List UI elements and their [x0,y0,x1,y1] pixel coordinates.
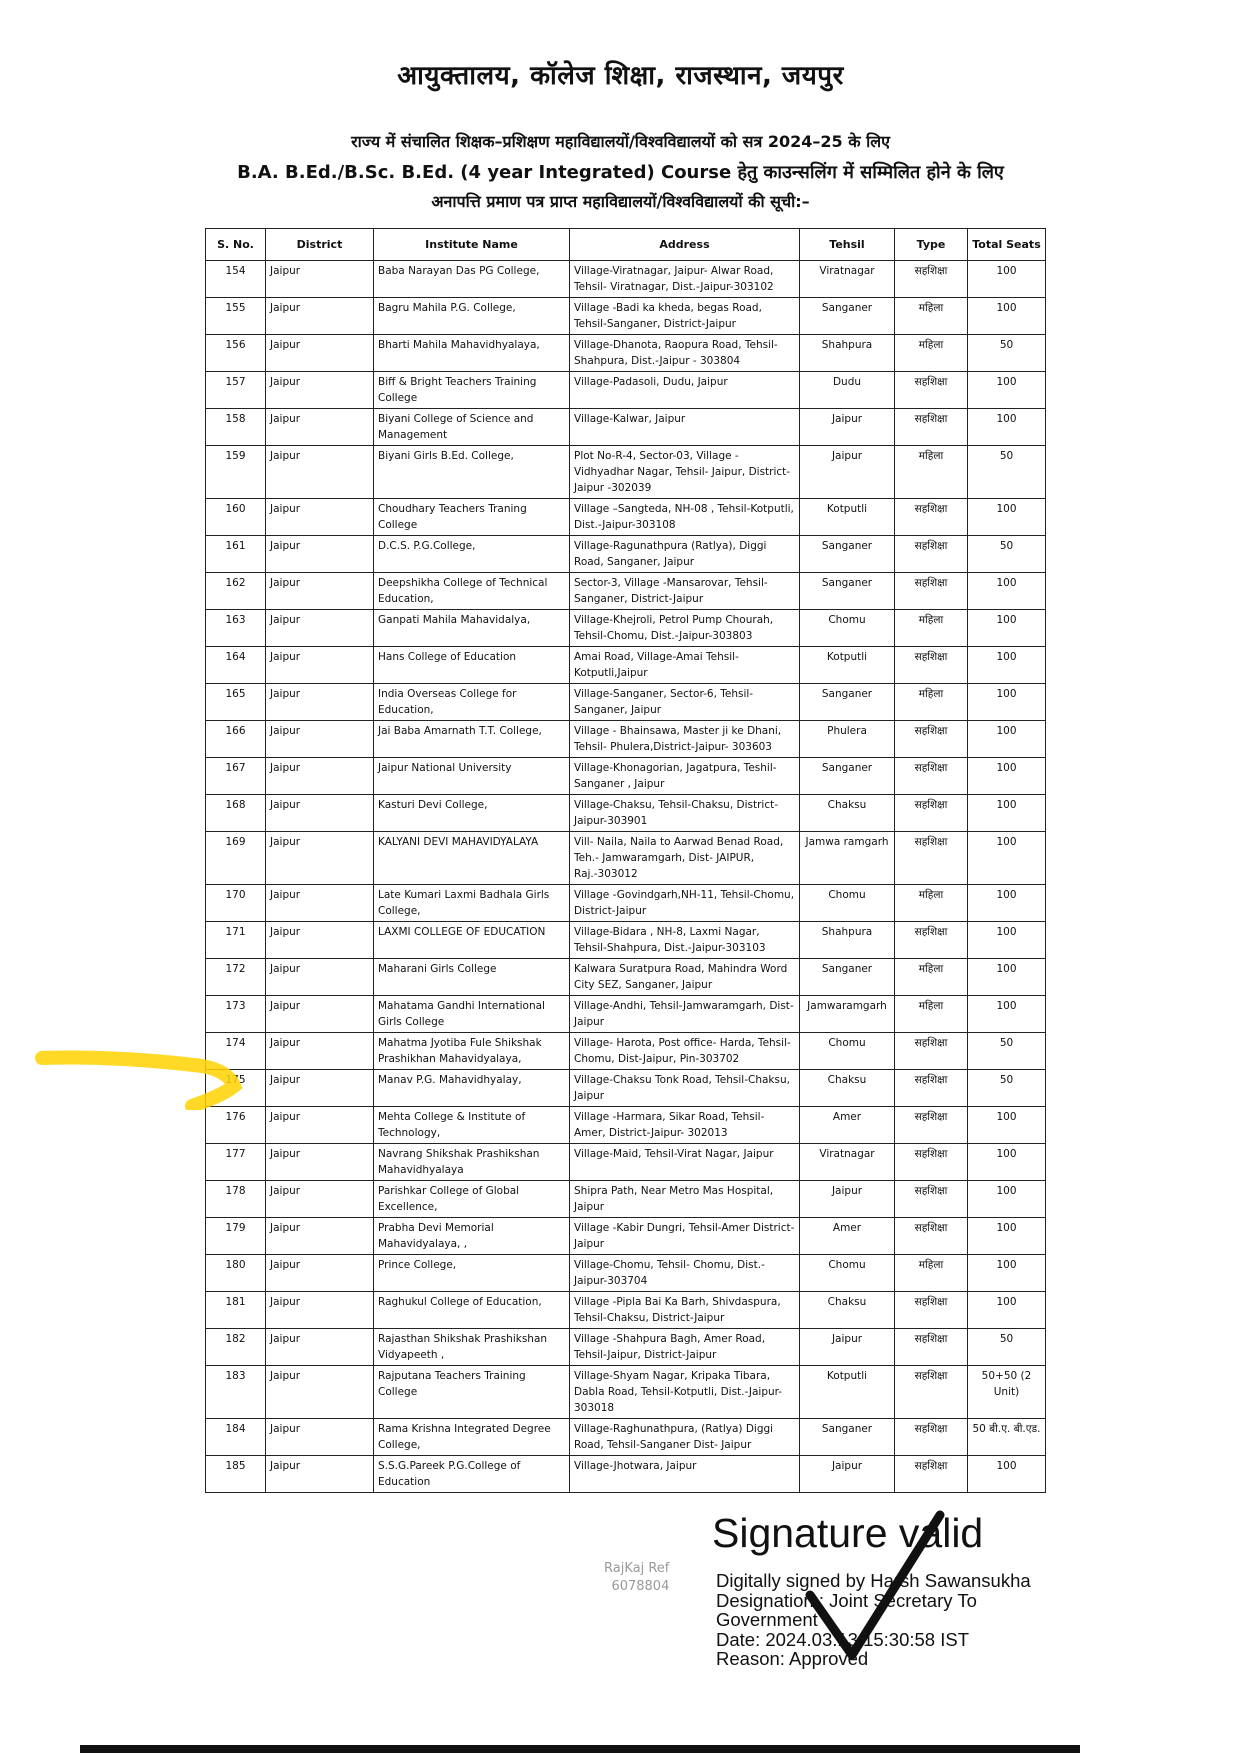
cell-address: Village-Shyam Nagar, Kripaka Tibara, Dabla Road, Tehsil-Kotputli, Dist.-Jaipur-303018 [570,1366,800,1419]
table-row [206,885,1046,922]
cell-address: Plot No-R-4, Sector-03, Village - Vidhyadhar Nagar, Tehsil- Jaipur, District- Jaipur -302039 [570,446,800,499]
cell-district: Jaipur [266,536,374,573]
cell-district: Jaipur [266,499,374,536]
table-header-row [206,229,1046,261]
cell-institute-name: Navrang Shikshak Prashikshan Mahavidhyalaya [374,1144,570,1181]
cell-tehsil: Amer [800,1107,895,1144]
cell-address: Village -Pipla Bai Ka Barh, Shivdaspura, Tehsil-Chaksu, District-Jaipur [570,1292,800,1329]
rajkaj-label: RajKaj Ref [604,1561,670,1576]
cell-address: Village-Khejroli, Petrol Pump Chourah, Tehsil-Chomu, Dist.-Jaipur-303803 [570,610,800,647]
cell-institute-name: Bharti Mahila Mahavidhyalaya, [374,335,570,372]
cell-total-seats: 100 [968,996,1046,1033]
cell-address: Village-Chaksu, Tehsil-Chaksu, District-Jaipur-303901 [570,795,800,832]
cell-sno: 183 [206,1366,266,1419]
cell-address: Village - Bhainsawa, Master ji ke Dhani, Tehsil- Phulera,District-Jaipur- 303603 [570,721,800,758]
cell-sno: 185 [206,1456,266,1493]
table-row [206,959,1046,996]
cell-address: Village-Andhi, Tehsil-Jamwaramgarh, Dist- Jaipur [570,996,800,1033]
cell-tehsil: Sanganer [800,684,895,721]
cell-institute-name: Rajasthan Shikshak Prashikshan Vidyapeeth , [374,1329,570,1366]
cell-type: सहशिक्षा [895,372,968,409]
cell-tehsil: Sanganer [800,1419,895,1456]
cell-total-seats: 100 [968,684,1046,721]
cell-tehsil: Kotputli [800,499,895,536]
cell-institute-name: Mahatama Gandhi International Girls College [374,996,570,1033]
cell-institute-name: LAXMI COLLEGE OF EDUCATION [374,922,570,959]
signature-title: Signature valid [712,1510,984,1556]
cell-total-seats: 100 [968,1144,1046,1181]
cell-address: Village-Khonagorian, Jagatpura, Teshil- Sanganer , Jaipur [570,758,800,795]
cell-district: Jaipur [266,1366,374,1419]
cell-district: Jaipur [266,1419,374,1456]
cell-tehsil: Chomu [800,1033,895,1070]
cell-tehsil: Phulera [800,721,895,758]
cell-institute-name: Biff & Bright Teachers Training College [374,372,570,409]
table-row [206,610,1046,647]
page-title: आयुक्तालय, कॉलेज शिक्षा, राजस्थान, जयपुर [397,61,844,91]
table-row [206,1218,1046,1255]
cell-tehsil: Jaipur [800,1329,895,1366]
table-row [206,298,1046,335]
cell-institute-name: Bagru Mahila P.G. College, [374,298,570,335]
header-district: District [266,229,374,261]
cell-address: Village-Ragunathpura (Ratlya), Diggi Road, Sanganer, Jaipur [570,536,800,573]
cell-institute-name: Prince College, [374,1255,570,1292]
cell-institute-name: Late Kumari Laxmi Badhala Girls College, [374,885,570,922]
cell-type: सहशिक्षा [895,832,968,885]
cell-institute-name: S.S.G.Pareek P.G.College of Education [374,1456,570,1493]
cell-tehsil: Sanganer [800,758,895,795]
table-row [206,1255,1046,1292]
cell-total-seats: 50+50 (2 Unit) [968,1366,1046,1419]
cell-institute-name: Ganpati Mahila Mahavidalya, [374,610,570,647]
cell-sno: 170 [206,885,266,922]
cell-institute-name: Raghukul College of Education, [374,1292,570,1329]
cell-institute-name: Prabha Devi Memorial Mahavidyalaya, , [374,1218,570,1255]
cell-type: महिला [895,996,968,1033]
cell-sno: 174 [206,1033,266,1070]
table-row [206,409,1046,446]
cell-institute-name: Biyani Girls B.Ed. College, [374,446,570,499]
cell-sno: 163 [206,610,266,647]
cell-type: सहशिक्षा [895,261,968,298]
cell-total-seats: 50 [968,335,1046,372]
cell-sno: 175 [206,1070,266,1107]
cell-type: सहशिक्षा [895,922,968,959]
cell-address: Village-Kalwar, Jaipur [570,409,800,446]
cell-tehsil: Chomu [800,1255,895,1292]
cell-sno: 180 [206,1255,266,1292]
cell-district: Jaipur [266,409,374,446]
cell-tehsil: Jaipur [800,446,895,499]
cell-sno: 177 [206,1144,266,1181]
table-row [206,1419,1046,1456]
cell-total-seats: 100 [968,832,1046,885]
cell-district: Jaipur [266,959,374,996]
cell-tehsil: Chomu [800,885,895,922]
table-row [206,1070,1046,1107]
cell-institute-name: Rama Krishna Integrated Degree College, [374,1419,570,1456]
cell-district: Jaipur [266,1144,374,1181]
cell-tehsil: Shahpura [800,922,895,959]
cell-type: महिला [895,298,968,335]
cell-sno: 181 [206,1292,266,1329]
table-row [206,1456,1046,1493]
cell-district: Jaipur [266,996,374,1033]
table-row [206,1292,1046,1329]
cell-district: Jaipur [266,1070,374,1107]
cell-tehsil: Chaksu [800,1292,895,1329]
cell-type: महिला [895,684,968,721]
cell-total-seats: 100 [968,499,1046,536]
cell-sno: 162 [206,573,266,610]
header-total-seats: Total Seats [968,229,1046,261]
cell-type: सहशिक्षा [895,758,968,795]
cell-tehsil: Jaipur [800,1456,895,1493]
header-address: Address [570,229,800,261]
cell-sno: 176 [206,1107,266,1144]
table-row [206,335,1046,372]
cell-district: Jaipur [266,1107,374,1144]
cell-address: Village –Sangteda, NH-08 , Tehsil-Kotputli, Dist.-Jaipur-303108 [570,499,800,536]
cell-type: महिला [895,959,968,996]
cell-district: Jaipur [266,832,374,885]
cell-institute-name: D.C.S. P.G.College, [374,536,570,573]
cell-institute-name: India Overseas College for Education, [374,684,570,721]
cell-institute-name: Jai Baba Amarnath T.T. College, [374,721,570,758]
header-sno: S. No. [206,229,266,261]
cell-address: Village-Bidara , NH-8, Laxmi Nagar, Tehsil-Shahpura, Dist.-Jaipur-303103 [570,922,800,959]
cell-district: Jaipur [266,1255,374,1292]
cell-institute-name: Kasturi Devi College, [374,795,570,832]
table-row [206,996,1046,1033]
cell-tehsil: Sanganer [800,959,895,996]
cell-district: Jaipur [266,1456,374,1493]
table-row [206,446,1046,499]
cell-address: Village-Padasoli, Dudu, Jaipur [570,372,800,409]
signature-details [716,1571,1031,1669]
table-row [206,1033,1046,1070]
cell-type: सहशिक्षा [895,1144,968,1181]
cell-district: Jaipur [266,795,374,832]
cell-district: Jaipur [266,1181,374,1218]
table-row [206,795,1046,832]
table-row [206,261,1046,298]
cell-tehsil: Sanganer [800,573,895,610]
cell-total-seats: 100 [968,298,1046,335]
cell-address: Village-Viratnagar, Jaipur- Alwar Road, Tehsil- Viratnagar, Dist.-Jaipur-303102 [570,261,800,298]
cell-institute-name: Maharani Girls College [374,959,570,996]
cell-district: Jaipur [266,1329,374,1366]
cell-sno: 184 [206,1419,266,1456]
cell-district: Jaipur [266,1218,374,1255]
cell-tehsil: Viratnagar [800,261,895,298]
cell-tehsil: Chomu [800,610,895,647]
rajkaj-number: 6078804 [611,1579,670,1594]
cell-total-seats: 100 [968,261,1046,298]
cell-total-seats: 100 [968,372,1046,409]
cell-address: Village -Harmara, Sikar Road, Tehsil-Amer, District-Jaipur- 302013 [570,1107,800,1144]
cell-district: Jaipur [266,372,374,409]
signature-reason: Reason: Approved [716,1648,869,1669]
cell-tehsil: Dudu [800,372,895,409]
cell-institute-name: Baba Narayan Das PG College, [374,261,570,298]
cell-sno: 164 [206,647,266,684]
institute-table [205,228,1046,1493]
table-row [206,758,1046,795]
cell-total-seats: 50 [968,1329,1046,1366]
cell-total-seats: 100 [968,1456,1046,1493]
signature-designation-cont: Government [716,1609,818,1630]
table-row [206,922,1046,959]
table-row [206,832,1046,885]
table-row [206,536,1046,573]
cell-address: Shipra Path, Near Metro Mas Hospital, Jaipur [570,1181,800,1218]
cell-sno: 173 [206,996,266,1033]
table-row [206,1107,1046,1144]
cell-sno: 167 [206,758,266,795]
cell-tehsil: Chaksu [800,1070,895,1107]
cell-tehsil: Sanganer [800,298,895,335]
cell-district: Jaipur [266,298,374,335]
rajkaj-reference [604,1560,669,1596]
header-institute-name: Institute Name [374,229,570,261]
cell-address: Village -Govindgarh,NH-11, Tehsil-Chomu, District-Jaipur [570,885,800,922]
table-row [206,647,1046,684]
cell-total-seats: 100 [968,1107,1046,1144]
cell-district: Jaipur [266,647,374,684]
cell-tehsil: Jamwa ramgarh [800,832,895,885]
cell-institute-name: Jaipur National University [374,758,570,795]
cell-institute-name: Manav P.G. Mahavidhyalay, [374,1070,570,1107]
cell-institute-name: Rajputana Teachers Training College [374,1366,570,1419]
cell-tehsil: Sanganer [800,536,895,573]
cell-address: Village -Kabir Dungri, Tehsil-Amer District-Jaipur [570,1218,800,1255]
cell-type: महिला [895,1255,968,1292]
cell-sno: 169 [206,832,266,885]
cell-tehsil: Jaipur [800,409,895,446]
cell-type: सहशिक्षा [895,1292,968,1329]
cell-total-seats: 100 [968,1292,1046,1329]
cell-type: सहशिक्षा [895,409,968,446]
cell-sno: 179 [206,1218,266,1255]
cell-total-seats: 100 [968,573,1046,610]
cell-district: Jaipur [266,721,374,758]
cell-address: Amai Road, Village-Amai Tehsil-Kotputli,Jaipur [570,647,800,684]
cell-type: सहशिक्षा [895,1070,968,1107]
cell-type: सहशिक्षा [895,1033,968,1070]
cell-type: सहशिक्षा [895,1419,968,1456]
table-row [206,499,1046,536]
cell-total-seats: 50 [968,536,1046,573]
table-row [206,1366,1046,1419]
cell-total-seats: 100 [968,885,1046,922]
cell-district: Jaipur [266,758,374,795]
cell-type: सहशिक्षा [895,1107,968,1144]
table-row [206,721,1046,758]
cell-type: सहशिक्षा [895,795,968,832]
cell-type: सहशिक्षा [895,721,968,758]
cell-total-seats: 50 [968,1033,1046,1070]
subtitle-line-1: राज्य में संचालित शिक्षक–प्रशिक्षण महाविद्यालयों/विश्वविद्यालयों को सत्र 2024–25 के लिए [351,132,890,151]
cell-district: Jaipur [266,335,374,372]
cell-district: Jaipur [266,684,374,721]
cell-institute-name: Parishkar College of Global Excellence, [374,1181,570,1218]
cell-address: Village-Dhanota, Raopura Road, Tehsil- Shahpura, Dist.-Jaipur - 303804 [570,335,800,372]
cell-institute-name: Mahatma Jyotiba Fule Shikshak Prashikhan Mahavidyalaya, [374,1033,570,1070]
table-row [206,684,1046,721]
cell-district: Jaipur [266,1033,374,1070]
cell-address: Village -Shahpura Bagh, Amer Road, Tehsil-Jaipur, District-Jaipur [570,1329,800,1366]
cell-sno: 168 [206,795,266,832]
cell-type: सहशिक्षा [895,536,968,573]
cell-type: सहशिक्षा [895,647,968,684]
cell-institute-name: Biyani College of Science and Management [374,409,570,446]
signature-signed-by: Digitally signed by Harsh Sawansukha [716,1570,1031,1591]
table-row [206,1144,1046,1181]
cell-tehsil: Chaksu [800,795,895,832]
cell-district: Jaipur [266,573,374,610]
cell-total-seats: 100 [968,647,1046,684]
cell-address: Village-Chomu, Tehsil- Chomu, Dist.-Jaipur-303704 [570,1255,800,1292]
cell-total-seats: 100 [968,1255,1046,1292]
cell-tehsil: Jaipur [800,1181,895,1218]
cell-type: सहशिक्षा [895,1456,968,1493]
signature-designation: Designation : Joint Secretary To [716,1589,977,1611]
cell-total-seats: 100 [968,1181,1046,1218]
cell-total-seats: 100 [968,409,1046,446]
cell-sno: 178 [206,1181,266,1218]
cell-sno: 182 [206,1329,266,1366]
cell-total-seats: 100 [968,758,1046,795]
cell-address: Village-Chaksu Tonk Road, Tehsil-Chaksu, Jaipur [570,1070,800,1107]
cell-total-seats: 50 बी.ए. बी.एड. [968,1419,1046,1456]
cell-district: Jaipur [266,446,374,499]
cell-type: सहशिक्षा [895,1218,968,1255]
cell-type: सहशिक्षा [895,1329,968,1366]
cell-institute-name: Deepshikha College of Technical Education, [374,573,570,610]
cell-type: महिला [895,335,968,372]
cell-district: Jaipur [266,922,374,959]
table-row [206,372,1046,409]
cell-type: महिला [895,885,968,922]
cell-tehsil: Viratnagar [800,1144,895,1181]
cell-address: Village-Raghunathpura, (Ratlya) Diggi Road, Tehsil-Sanganer Dist- Jaipur [570,1419,800,1456]
cell-district: Jaipur [266,261,374,298]
header-tehsil: Tehsil [800,229,895,261]
cell-type: महिला [895,446,968,499]
cell-institute-name: Choudhary Teachers Traning College [374,499,570,536]
subtitle-line-2: B.A. B.Ed./B.Sc. B.Ed. (4 year Integrated) Course हेतु काउन्सलिंग में सम्मिलित होने के लिए [237,162,1004,183]
cell-tehsil: Shahpura [800,335,895,372]
cell-total-seats: 100 [968,1218,1046,1255]
cell-address: Sector-3, Village -Mansarovar, Tehsil-Sanganer, District-Jaipur [570,573,800,610]
cell-tehsil: Kotputli [800,1366,895,1419]
cell-sno: 160 [206,499,266,536]
cell-sno: 158 [206,409,266,446]
signature-date: Date: 2024.03.13 15:30:58 IST [716,1628,970,1650]
cell-address: Village-Maid, Tehsil-Virat Nagar, Jaipur [570,1144,800,1181]
cell-type: महिला [895,610,968,647]
subtitle-line-3: अनापत्ति प्रमाण पत्र प्राप्त महाविद्यालयों/विश्वविद्यालयों की सूची:– [431,192,810,211]
table-row [206,1329,1046,1366]
cell-type: सहशिक्षा [895,499,968,536]
table-row [206,573,1046,610]
cell-total-seats: 100 [968,959,1046,996]
cell-district: Jaipur [266,1292,374,1329]
cell-institute-name: Hans College of Education [374,647,570,684]
cell-institute-name: Mehta College & Institute of Technology, [374,1107,570,1144]
cell-address: Village-Jhotwara, Jaipur [570,1456,800,1493]
cell-institute-name: KALYANI DEVI MAHAVIDYALAYA [374,832,570,885]
cell-sno: 157 [206,372,266,409]
cell-total-seats: 50 [968,1070,1046,1107]
cell-sno: 161 [206,536,266,573]
cell-sno: 166 [206,721,266,758]
cell-sno: 165 [206,684,266,721]
cell-total-seats: 100 [968,610,1046,647]
cell-sno: 155 [206,298,266,335]
cell-sno: 156 [206,335,266,372]
cell-total-seats: 50 [968,446,1046,499]
cell-total-seats: 100 [968,721,1046,758]
cell-sno: 159 [206,446,266,499]
header-type: Type [895,229,968,261]
cell-address: Kalwara Suratpura Road, Mahindra Word City SEZ, Sanganer, Jaipur [570,959,800,996]
cell-address: Village -Badi ka kheda, begas Road, Tehsil-Sanganer, District-Jaipur [570,298,800,335]
cell-sno: 172 [206,959,266,996]
cell-type: सहशिक्षा [895,573,968,610]
footer-divider [80,1745,1080,1753]
table-row [206,1181,1046,1218]
cell-address: Village-Sanganer, Sector-6, Tehsil-Sanganer, Jaipur [570,684,800,721]
cell-total-seats: 100 [968,922,1046,959]
cell-address: Vill- Naila, Naila to Aarwad Benad Road, Teh.- Jamwaramgarh, Dist- JAIPUR, Raj.-303012 [570,832,800,885]
cell-sno: 154 [206,261,266,298]
cell-tehsil: Jamwaramgarh [800,996,895,1033]
cell-sno: 171 [206,922,266,959]
cell-address: Village- Harota, Post office- Harda, Tehsil- Chomu, Dist-Jaipur, Pin-303702 [570,1033,800,1070]
cell-tehsil: Kotputli [800,647,895,684]
cell-total-seats: 100 [968,795,1046,832]
cell-tehsil: Amer [800,1218,895,1255]
cell-district: Jaipur [266,610,374,647]
cell-type: सहशिक्षा [895,1366,968,1419]
cell-district: Jaipur [266,885,374,922]
table-body [206,261,1046,1493]
cell-type: सहशिक्षा [895,1181,968,1218]
